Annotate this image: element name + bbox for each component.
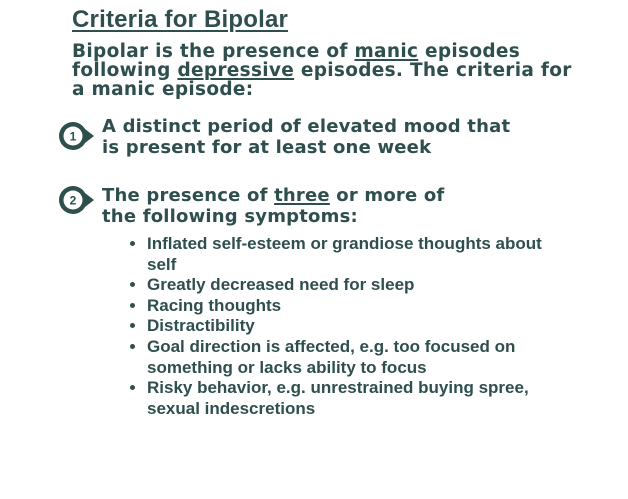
manic-term: manic: [354, 41, 419, 62]
intro-text-3: episodes. The criteria for a manic episode:: [72, 60, 572, 100]
symptom-list: [127, 234, 567, 419]
intro-paragraph: [72, 42, 572, 99]
depressive-term: depressive: [177, 60, 295, 81]
symptom-item: • Greatly decreased need for sleep: [147, 275, 567, 296]
symptom-item: • Inflated self-esteem or grandiose thoughts about self: [147, 234, 567, 275]
intro-text-1: Bipolar is the presence of: [72, 41, 355, 62]
symptom-item: • Racing thoughts: [147, 296, 567, 317]
criterion-number-2: 2: [69, 193, 77, 208]
criterion-2-emphasis: three: [274, 185, 330, 206]
criterion-2-text-before: The presence of: [102, 185, 275, 206]
symptom-item: • Goal direction is affected, e.g. too focused on something or lacks ability to focus: [147, 337, 567, 378]
symptom-item: • Risky behavior, e.g. unrestrained buying spree, sexual indescretions: [147, 378, 567, 419]
criterion-text-1: A distinct period of elevated mood that is present for at least one week: [102, 116, 511, 158]
numbered-arrow-circle-icon: [58, 121, 96, 151]
numbered-arrow-circle-icon: [58, 185, 96, 215]
intro-text-2: episodes following: [72, 41, 521, 81]
criterion-number-1: 1: [69, 129, 77, 144]
criterion-2-text-after: or more of the following symptoms:: [102, 185, 445, 227]
page-title: Criteria for Bipolar: [72, 6, 289, 33]
criterion-text-2: [102, 185, 462, 227]
symptom-item: • Distractibility: [147, 316, 567, 337]
